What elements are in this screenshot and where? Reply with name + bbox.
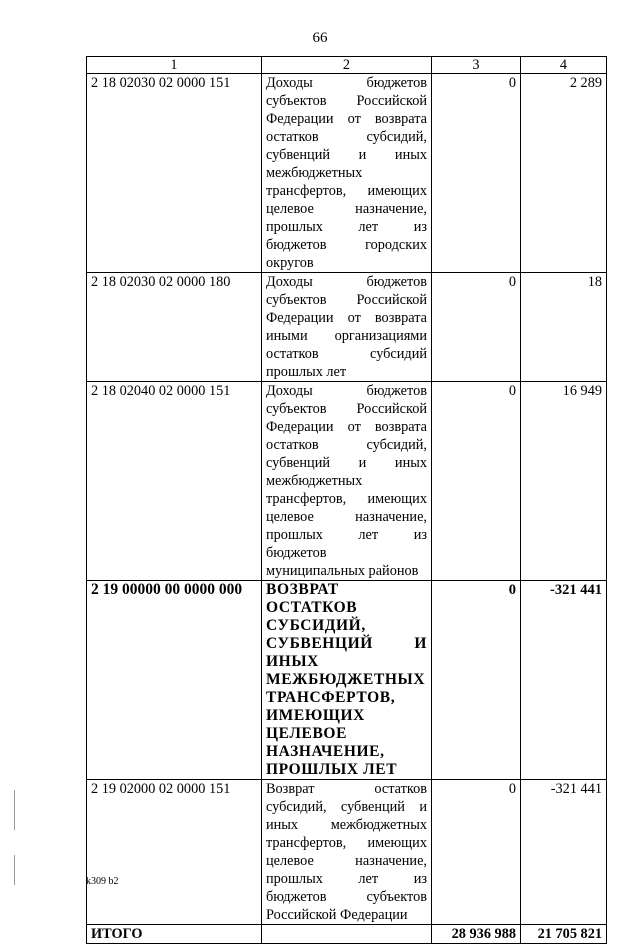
scan-margin-mark bbox=[14, 855, 15, 885]
header-col-2: 2 bbox=[262, 57, 432, 74]
budget-code: 2 18 02040 02 0000 151 bbox=[87, 382, 262, 581]
table-row bbox=[87, 780, 607, 925]
footer-document-code: k309 b2 bbox=[86, 876, 119, 887]
table-row bbox=[87, 74, 607, 273]
column-3-value: 0 bbox=[432, 581, 521, 780]
total-column-4: 21 705 821 bbox=[521, 925, 607, 944]
budget-code: 2 19 00000 00 0000 000 bbox=[87, 581, 262, 780]
budget-code: 2 18 02030 02 0000 180 bbox=[87, 273, 262, 382]
scan-margin-mark bbox=[14, 790, 15, 830]
total-row bbox=[87, 925, 607, 944]
table-row bbox=[87, 273, 607, 382]
column-3-value: 0 bbox=[432, 74, 521, 273]
page-number: 66 bbox=[312, 30, 328, 46]
column-4-value: -321 441 bbox=[521, 780, 607, 925]
column-4-value: -321 441 bbox=[521, 581, 607, 780]
income-name: Доходы бюджетов субъектов Российской Федерации от возврата остатков субсидий, субвенций и иных межбюджетных трансфертов, имеющих целевое назначение, прошлых лет из бюджетов городских округов bbox=[262, 74, 432, 273]
header-col-1: 1 bbox=[87, 57, 262, 74]
income-name: Доходы бюджетов субъектов Российской Федерации от возврата иными организациями остатков субсидий прошлых лет bbox=[262, 273, 432, 382]
income-name: Доходы бюджетов субъектов Российской Федерации от возврата остатков субсидий, субвенций и иных межбюджетных трансфертов, имеющих целевое назначение, прошлых лет из бюджетов муниципальных районов bbox=[262, 382, 432, 581]
budget-code: 2 18 02030 02 0000 151 bbox=[87, 74, 262, 273]
income-name: ВОЗВРАТ ОСТАТКОВ СУБСИДИЙ, СУБВЕНЦИЙ И ИНЫХ МЕЖБЮДЖЕТНЫХ ТРАНСФЕРТОВ, ИМЕЮЩИХ ЦЕЛЕВОЕ НАЗНАЧЕНИЕ, ПРОШЛЫХ ЛЕТ bbox=[262, 581, 432, 780]
column-3-value: 0 bbox=[432, 273, 521, 382]
column-3-value: 0 bbox=[432, 780, 521, 925]
header-col-3: 3 bbox=[432, 57, 521, 74]
total-column-3: 28 936 988 bbox=[432, 925, 521, 944]
header-col-4: 4 bbox=[521, 57, 607, 74]
table-row bbox=[87, 382, 607, 581]
table-row-section bbox=[87, 581, 607, 780]
column-3-value: 0 bbox=[432, 382, 521, 581]
revenue-table bbox=[86, 56, 607, 944]
column-4-value: 2 289 bbox=[521, 74, 607, 273]
total-label: ИТОГО bbox=[87, 925, 262, 944]
income-name: Возврат остатков субсидий, субвенций и иных межбюджетных трансфертов, имеющих целевое назначение, прошлых лет из бюджетов субъектов Российской Федерации bbox=[262, 780, 432, 925]
total-empty-cell bbox=[262, 925, 432, 944]
column-4-value: 16 949 bbox=[521, 382, 607, 581]
table-header-row bbox=[87, 57, 607, 74]
column-4-value: 18 bbox=[521, 273, 607, 382]
budget-code: 2 19 02000 02 0000 151 bbox=[87, 780, 262, 925]
